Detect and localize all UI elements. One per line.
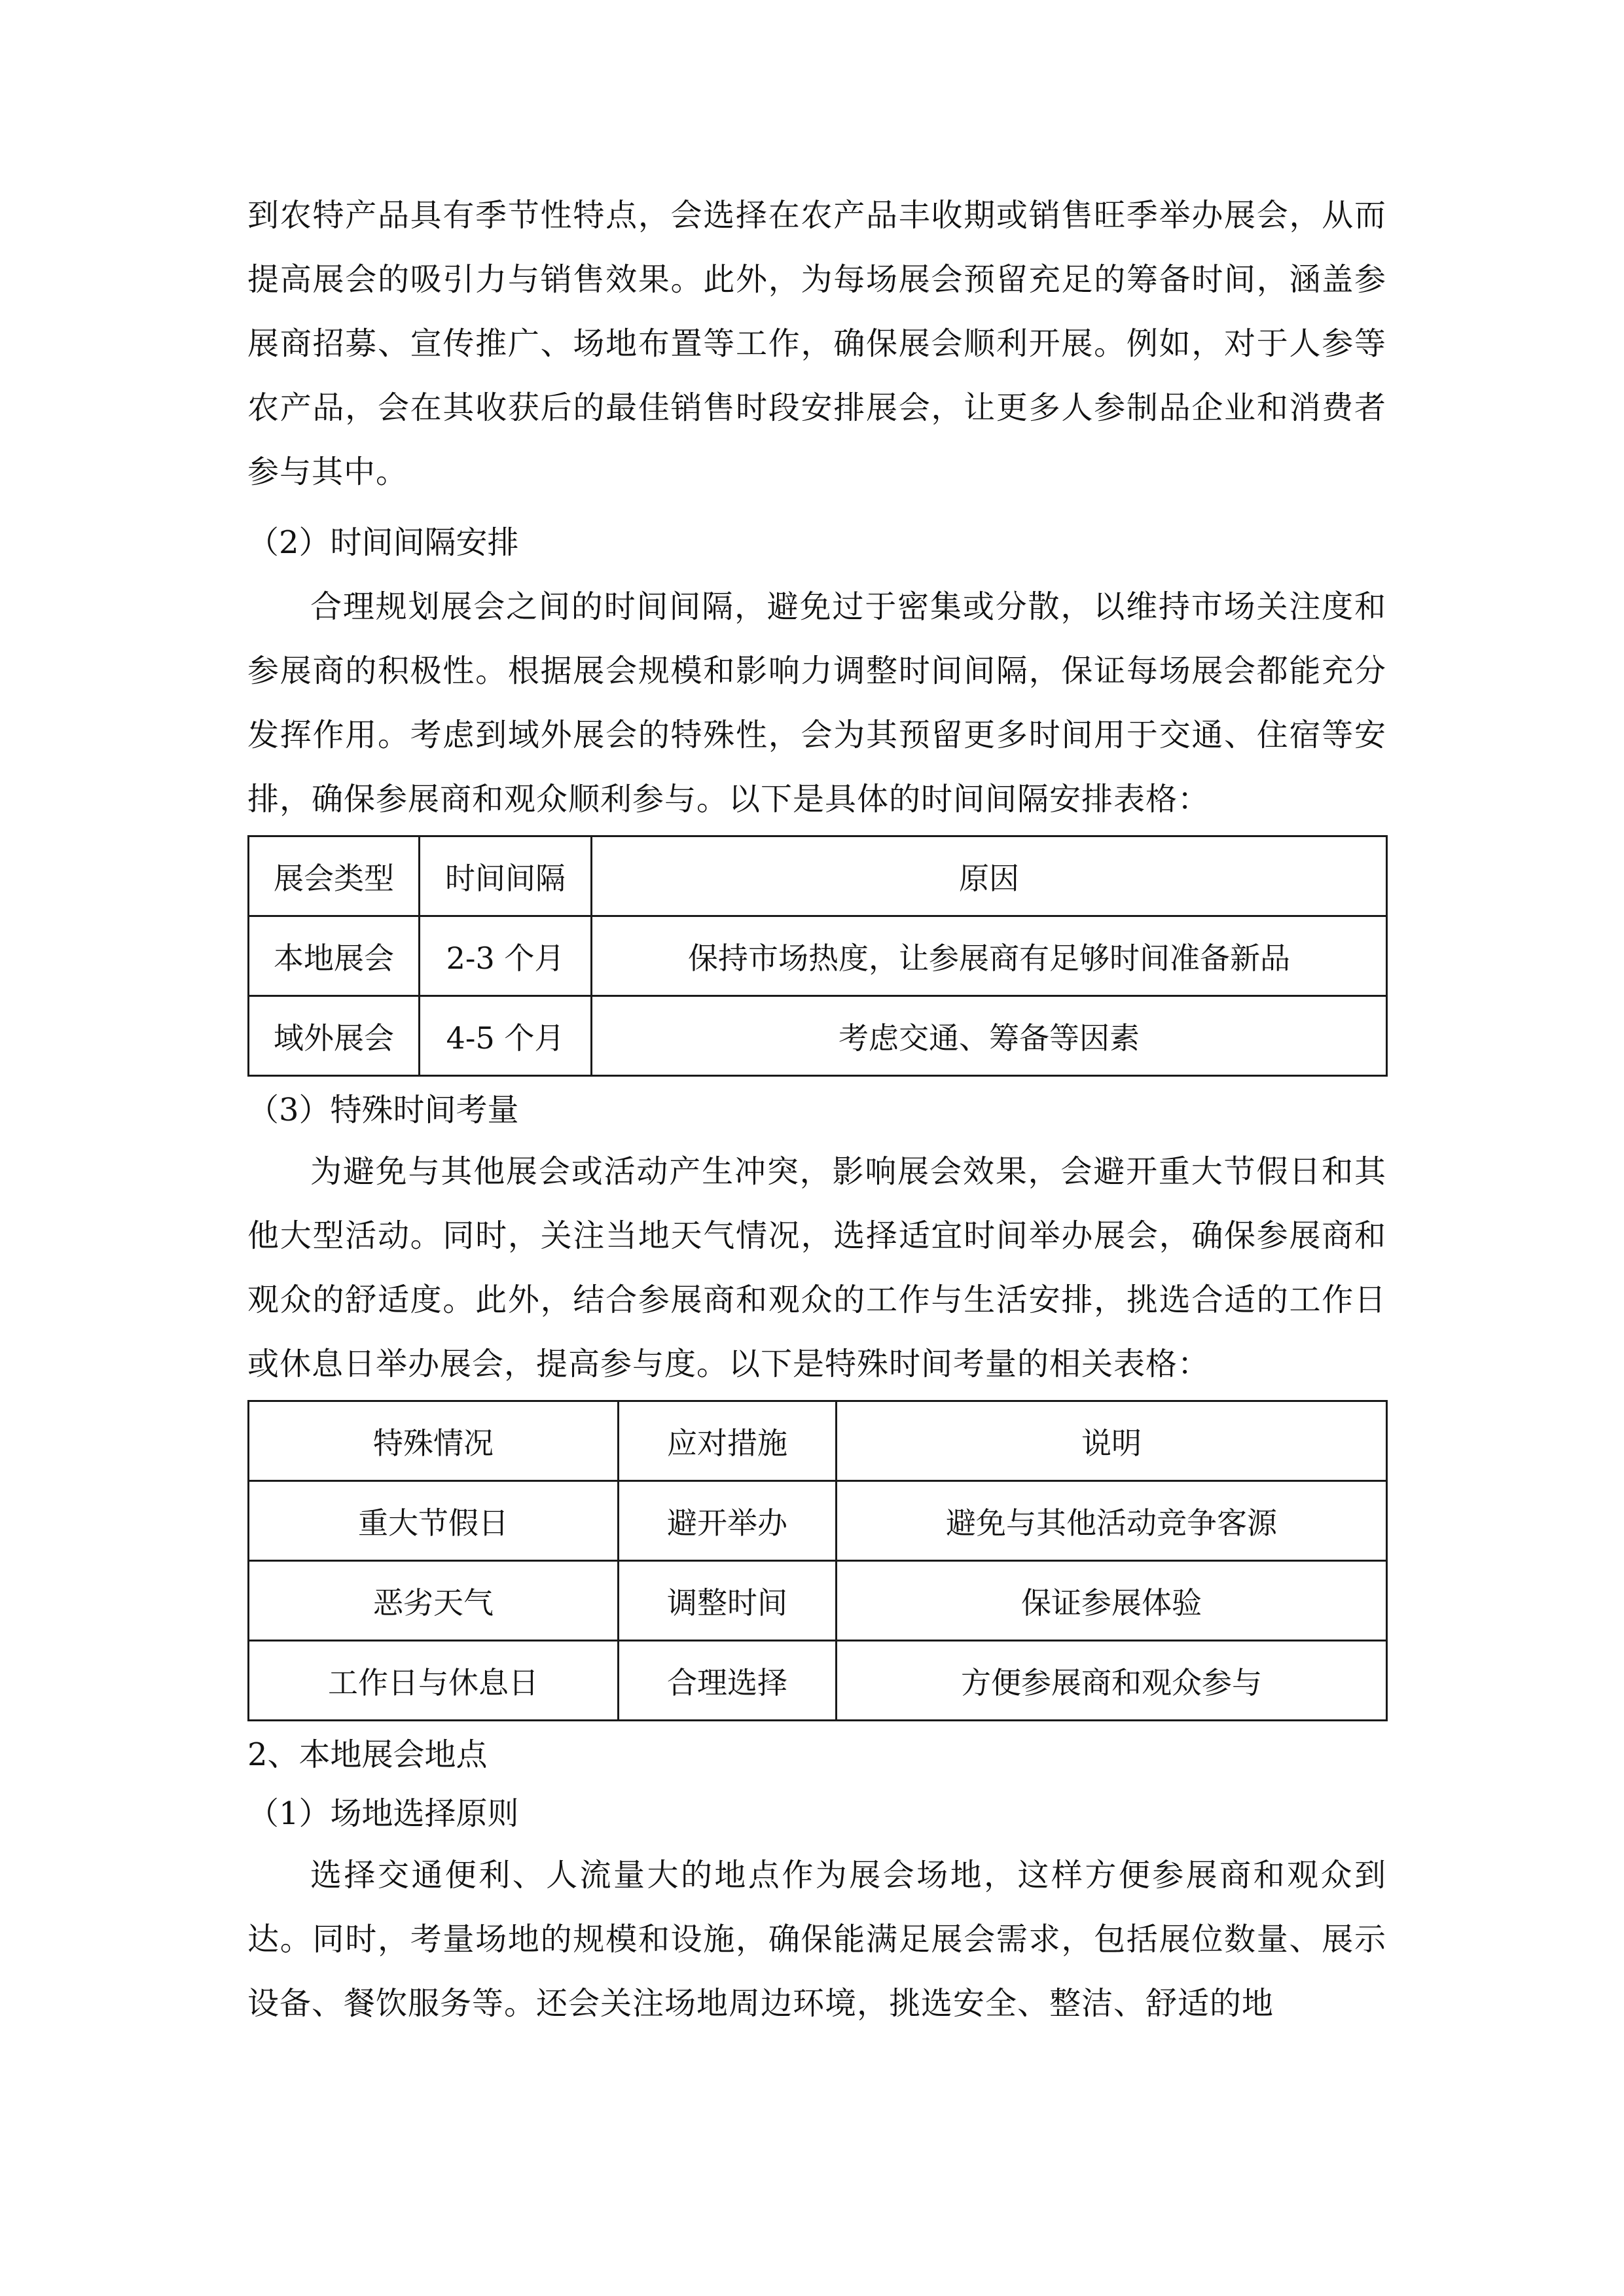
table-cell: 合理选择 xyxy=(619,1641,837,1721)
time-interval-paragraph: 合理规划展会之间的时间间隔，避免过于密集或分散，以维持市场关注度和参展商的积极性。根据展会规模和影响力调整时间间隔，保证每场展会都能充分发挥作用。考虑到域外展会的特殊性，会为其预留更多时间用于交通、住宿等安排，确保参展商和观众顺利参与。以下是具体的时间间隔安排表格： xyxy=(247,588,1386,817)
table-cell: 保证参展体验 xyxy=(837,1561,1387,1641)
table-row xyxy=(249,1641,1387,1721)
table-cell: 考虑交通、筹备等因素 xyxy=(592,996,1387,1076)
special-time-table xyxy=(247,1400,1388,1721)
table-header-cell: 说明 xyxy=(837,1401,1387,1481)
intro-paragraph: 到农特产品具有季节性特点，会选择在农产品丰收期或销售旺季举办展会，从而提高展会的吸引力与销售效果。此外，为每场展会预留充足的筹备时间，涵盖参展商招募、宣传推广、场地布置等工作，确保展会顺利开展。例如，对于人参等农产品，会在其收获后的最佳销售时段安排展会，让更多人参制品企业和消费者参与其中。 xyxy=(247,197,1386,490)
time-interval-table xyxy=(247,835,1388,1077)
site-selection-heading: （1）场地选择原则 xyxy=(247,1795,519,1832)
table-cell: 避开举办 xyxy=(619,1481,837,1561)
table-cell: 4-5 个月 xyxy=(420,996,592,1076)
table-row xyxy=(249,1481,1387,1561)
table-header-row xyxy=(249,1401,1387,1481)
table-cell: 重大节假日 xyxy=(249,1481,619,1561)
table-cell: 本地展会 xyxy=(249,916,420,996)
special-time-heading: （3）特殊时间考量 xyxy=(247,1092,519,1128)
special-time-paragraph: 为避免与其他展会或活动产生冲突，影响展会效果，会避开重大节假日和其他大型活动。同时，关注当地天气情况，选择适宜时间举办展会，确保参展商和观众的舒适度。此外，结合参展商和观众的工作与生活安排，挑选合适的工作日或休息日举办展会，提高参与度。以下是特殊时间考量的相关表格： xyxy=(247,1153,1386,1382)
table-cell: 域外展会 xyxy=(249,996,420,1076)
table-header-row xyxy=(249,836,1387,916)
site-selection-paragraph: 选择交通便利、人流量大的地点作为展会场地，这样方便参展商和观众到达。同时，考量场地的规模和设施，确保能满足展会需求，包括展位数量、展示设备、餐饮服务等。还会关注场地周边环境，挑选安全、整洁、舒适的地 xyxy=(247,1857,1386,2022)
table-header-cell: 应对措施 xyxy=(619,1401,837,1481)
location-heading: 2、本地展会地点 xyxy=(247,1736,488,1773)
table-header-cell: 时间间隔 xyxy=(420,836,592,916)
table-row xyxy=(249,916,1387,996)
table-header-cell: 特殊情况 xyxy=(249,1401,619,1481)
table-cell: 保持市场热度，让参展商有足够时间准备新品 xyxy=(592,916,1387,996)
table-cell: 避免与其他活动竞争客源 xyxy=(837,1481,1387,1561)
table-row xyxy=(249,996,1387,1076)
table-cell: 2-3 个月 xyxy=(420,916,592,996)
table-cell: 调整时间 xyxy=(619,1561,837,1641)
time-interval-heading: （2）时间间隔安排 xyxy=(247,524,519,561)
document-page xyxy=(247,183,1386,2036)
table-row xyxy=(249,1561,1387,1641)
table-header-cell: 展会类型 xyxy=(249,836,420,916)
table-header-cell: 原因 xyxy=(592,836,1387,916)
table-cell: 方便参展商和观众参与 xyxy=(837,1641,1387,1721)
table-cell: 恶劣天气 xyxy=(249,1561,619,1641)
table-cell: 工作日与休息日 xyxy=(249,1641,619,1721)
